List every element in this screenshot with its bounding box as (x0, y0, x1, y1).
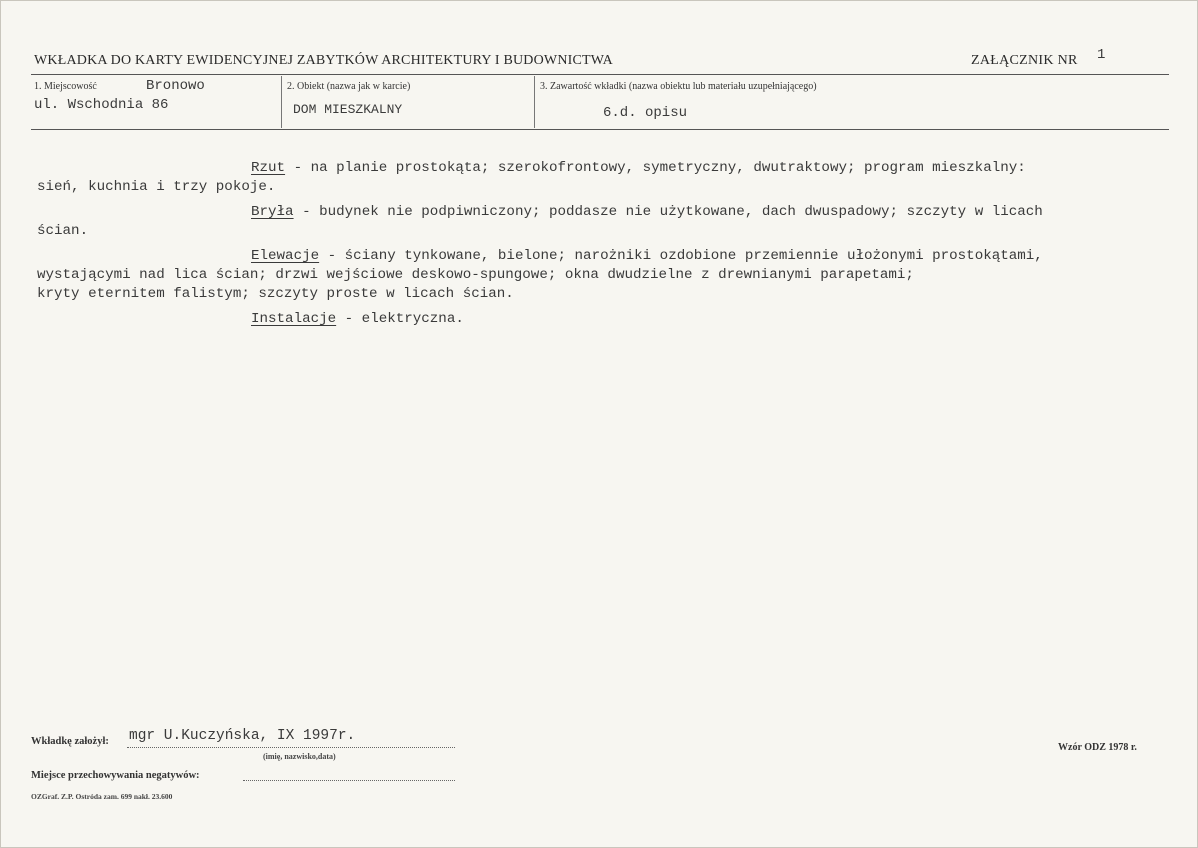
attachment-label: ZAŁĄCZNIK NR (971, 53, 1078, 68)
field-divider-1 (281, 76, 282, 128)
section-heading: Instalacje (251, 311, 337, 327)
section-rzut (37, 159, 1174, 197)
section-text: kryty eternitem falistym; szczyty proste w licach ścian. (37, 286, 514, 302)
locality-value: Bronowo (146, 78, 205, 94)
storage-dotted-line (243, 780, 455, 781)
section-text: - na planie prostokąta; szerokofrontowy, symetryczny, dwutraktowy; program mieszkalny: (285, 160, 1026, 176)
attachment-number: 1 (1097, 47, 1106, 63)
address-value: ul. Wschodnia 86 (34, 97, 169, 113)
author-label: Wkładkę założył: (31, 736, 109, 747)
section-text: - elektryczna. (336, 311, 464, 327)
section-heading: Elewacje (251, 248, 320, 264)
author-value: mgr U.Kuczyńska, IX 1997r. (129, 728, 356, 744)
section-text: - budynek nie podpiwniczony; poddasze nie użytkowane, dach dwuspadowy; szczyty w licach (293, 204, 1043, 220)
locality-label: 1. Miejscowość (34, 81, 97, 92)
object-value: DOM MIESZKALNY (293, 102, 403, 117)
section-text: wystającymi nad lica ścian; drzwi wejściowe deskowo-spungowe; okna dwudzielne z drewnianymi parapetami; (37, 267, 914, 283)
author-dotted-line (127, 747, 455, 748)
section-text: - ściany tynkowane, bielone; narożniki ozdobione przemiennie ułożonymi prostokątami, (319, 248, 1043, 264)
description-body (37, 159, 1174, 335)
storage-label: Miejsce przechowywania negatywów: (31, 770, 200, 781)
object-label: 2. Obiekt (nazwa jak w karcie) (287, 81, 411, 92)
section-heading: Bryła (251, 204, 294, 220)
section-heading: Rzut (251, 160, 286, 176)
form-title: WKŁADKA DO KARTY EWIDENCYJNEJ ZABYTKÓW ARCHITEKTURY I BUDOWNICTWA (34, 53, 613, 68)
section-text: sień, kuchnia i trzy pokoje. (37, 179, 276, 195)
header-rule-top (31, 74, 1169, 75)
field-divider-2 (534, 76, 535, 128)
content-value: 6.d. opisu (603, 105, 688, 121)
author-hint: (imię, nazwisko,data) (263, 752, 336, 761)
section-text: ścian. (37, 223, 89, 239)
content-label: 3. Zawartość wkładki (nazwa obiektu lub materiału uzupełniającego) (540, 81, 817, 92)
section-elewacje (37, 247, 1174, 304)
header-rule-bottom (31, 129, 1169, 130)
section-bryla (37, 203, 1174, 241)
print-info: OZGraf. Z.P. Ostróda zam. 699 nakł. 23.600 (31, 792, 173, 801)
form-model: Wzór ODZ 1978 r. (1058, 742, 1137, 753)
section-instalacje (144, 310, 1174, 329)
